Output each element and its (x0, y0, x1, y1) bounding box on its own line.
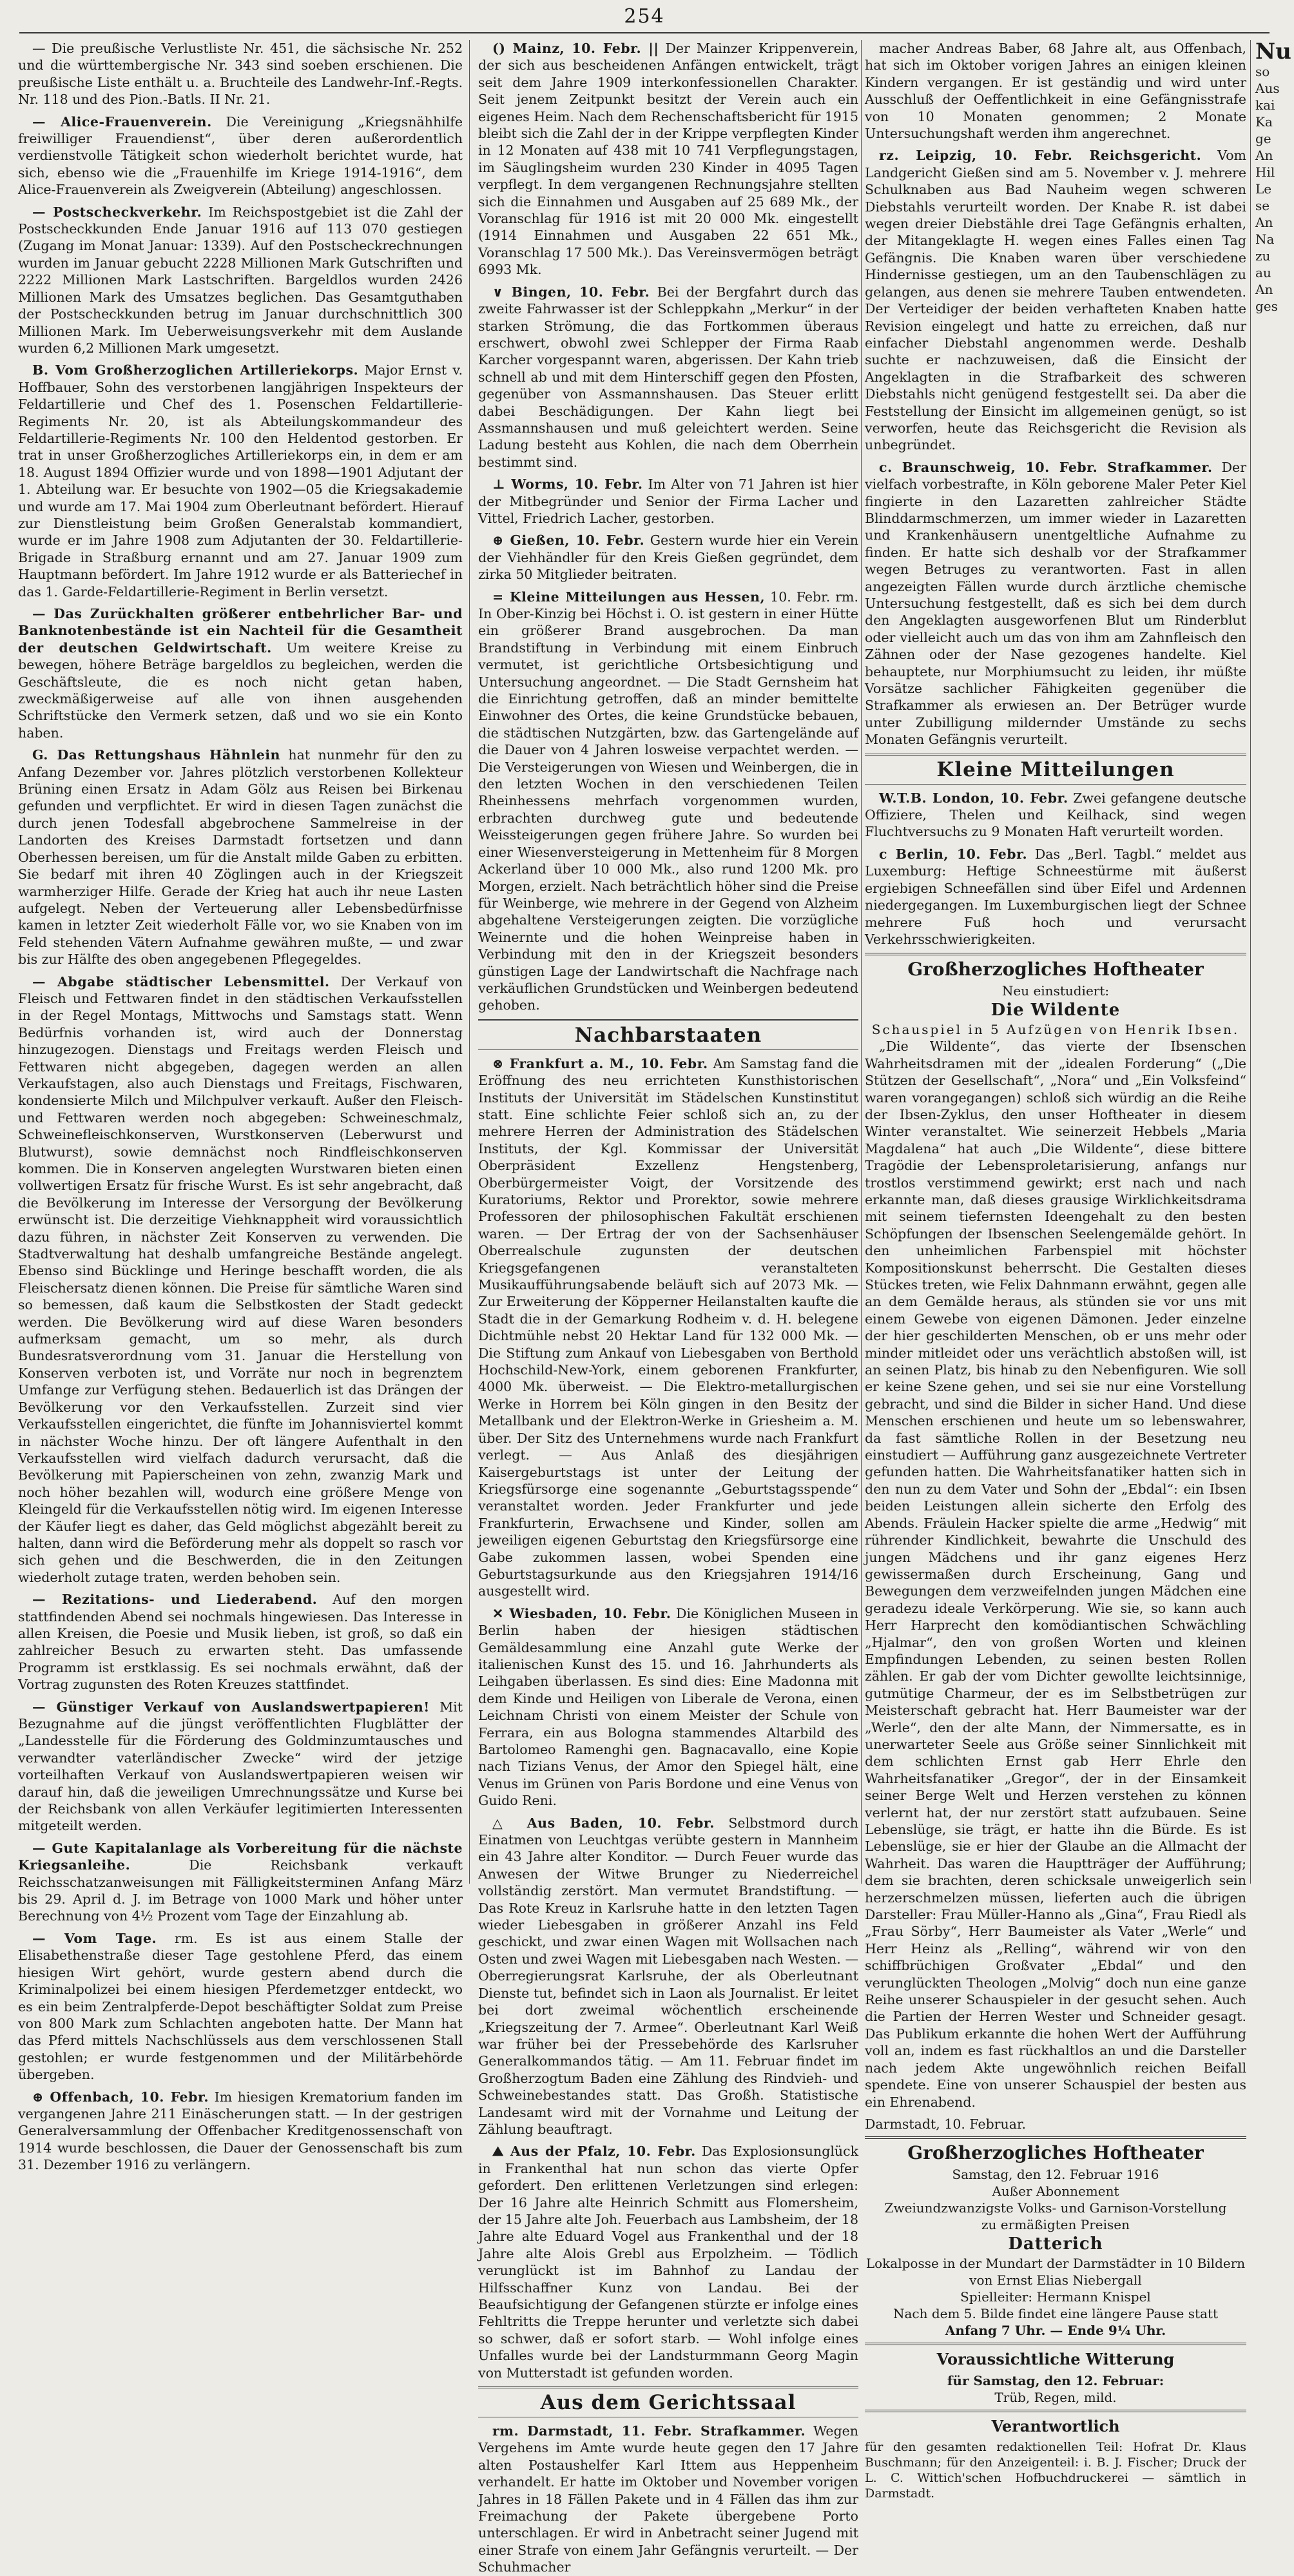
article-headline: G. Das Rettungshaus Hähnlein (32, 747, 280, 763)
article-body: hat nunmehr für den zu Anfang Dezember vor. Jahres plötzlich verstorbenen Kollekteur Brüning einen Ersatz in Adam Gölz aus Reisen bei Birkenau gefunden und verpflichtet. Er wird in diesen Tagen zunächst die durch jenen Todesfall abgebrochene Sammelreise in der Landorten des Kreises Darmstadt fortsetzen und dann Oberhessen bereisen, um für die Anstalt milde Gaben zu erbitten. Sie bedarf mit ihren 40 Zöglingen auch in der Kriegszeit warmherziger Hilfe. Gerade der Krieg hat auch ihr neue Lasten aufgelegt. Neben der Verteuerung aller Lebensbedürfnisse kamen in letzter Zeit wiederholt Fälle vor, wo sie Knaben von im Feld stehenden Vätern Aufnahme gewähren mußte, — und zwar bis zur Hälfte des oben angegebenen Pflegegeldes. (18, 747, 463, 968)
fragment-line: Hil (1255, 164, 1275, 180)
article (865, 40, 1246, 142)
article-headline: ✕ Wiesbaden, 10. Febr. (492, 1605, 671, 1621)
weather-day: für Samstag, den 12. Februar: (947, 2373, 1164, 2389)
fragment-line: ge (1255, 131, 1271, 146)
theater-info-line: Außer Abonnement (992, 2183, 1119, 2200)
fragment-heading: Nu (1255, 39, 1291, 64)
article-headline: = Kleine Mitteilungen aus Hessen, (492, 589, 766, 605)
article (478, 476, 858, 527)
article-body: Gestern wurde hier ein Verein der Viehhändler für den Kreis Gießen gegründet, dem zirka 50 Mitglieder beitraten. (478, 532, 858, 583)
column-rule (469, 40, 470, 1884)
article (18, 605, 463, 741)
fragment-line: An (1255, 215, 1273, 230)
theater-info-line: Zweiundzwanzigste Volks- und Garnison-Vorstellung (884, 2200, 1227, 2216)
article-body: Der vielfach vorbestrafte, in Köln geborene Maler Peter Kiel fingierte in den Lazaretten zahlreicher Städte Blinddarmschmerzen, um immer wieder in Lazaretten und Krankenhäusern unentgeltliche Aufnahme zu finden. Er hatte sich deshalb vor der Strafkammer wegen Betruges zu verantworten. Fast in allen angezeigten Fällen wurde durch ärztliche chemische Untersuchung festgestellt, daß es sich bei dem durch den Angeklagten ausgeworfenen Blut um Rinderblut oder vielleicht auch um das von ihm am Zahnfleisch den Zähnen oder der Nase gezogenes handelte. Kiel behauptete, nur Morphiumsucht zu leiden, ihr müßte Vorsätze sachlicher Fähigkeiten gegenüber die Strafkammer als erwiesen an. Der Betrüger wurde unter Zubilligung mildernder Umstände zu sechs Monaten Gefängnis verurteilt. (865, 459, 1246, 748)
article-headline: c Berlin, 10. Febr. (879, 846, 1028, 862)
article-headline: ⊗ Frankfurt a. M., 10. Febr. (492, 1055, 708, 1071)
article-headline: ⊕ Offenbach, 10. Febr. (32, 2089, 209, 2105)
imprint-heading: Verantwortlich (865, 2410, 1246, 2438)
column-4-fragment (1255, 40, 1294, 1884)
theater-info-line: Samstag, den 12. Februar 1916 (952, 2167, 1159, 2183)
article-headline: ⛰ Aus der Pfalz, 10. Febr. (492, 2143, 696, 2160)
article (478, 2423, 858, 2576)
article-body: Die Reichsbank verkauft Reichsschatzanweisungen mit Fälligkeitsterminen Anfang März bis 29. April d. J. im Betrage von 1000 Mark und höher unter Berechnung von 4½ Prozent vom Tage der Einzahlung ab. (18, 1857, 463, 1924)
article-body: 10. Febr. rm. In Ober-Kinzig bei Höchst i. O. ist gestern in einer Hütte ein größerer Brand ausgebrochen. Da man Brandstiftung in Verbindung mit einem Einbruch vermutet, ist gerichtliche Ortsbesichtigung und Untersuchung angeordnet. — Die Stadt Gernsheim hat die Einrichtung getroffen, daß an minder bemittelte Einwohner des Ortes, die keine Grundstücke bebauen, die städtischen Nutzgärten, bzw. das Gartengelände auf die Dauer von 4 Jahren losweise verpachtet werden. — Die Versteigerungen von Wiesen und Weinbergen, die in den letzten Wochen in den verschiedenen Teilen Rheinhessens mehrfach vorgenommen wurden, erbrachten durchweg gute und bedeutende Weissteigerungen gegen frühere Jahre. So wurden bei einer Wiesenversteigerung in Mettenheim für 8 Morgen Ackerland über 10 000 Mk., also rund 1200 Mk. pro Morgen, erzielt. Nach beträchtlich höher sind die Preise für Weinberge, wie mehrere in der Gegend von Alzheim abgehaltene Versteigerungen zeigten. Die vorzügliche Weinernte und die hohen Weinpreise haben in Verbindung mit den in der Kriegszeit besonders günstigen Lage der Landwirtschaft die Nachfrage nach verkäuflichen Grundstücken und Weinbergen bedeutend gehoben. (478, 589, 858, 1013)
article-headline: ⊥ Worms, 10. Febr. (492, 476, 643, 493)
article (18, 113, 463, 199)
column-1 (18, 40, 463, 2173)
article-body: Der Mainzer Krippenverein, der sich aus bescheidenen Anfängen entwickelt, trägt seit dem Jahre 1909 interkonfessionellen Charakter. Seit jenem Zeitpunkt besitzt der Verein auch ein eigenes Heim. Nach dem Rechenschaftsbericht für 1915 bleibt sich die Zahl der in der Krippe verpflegten Kinder in 12 Monaten auf 438 mit 10 741 Verpflegungstagen, im Säuglingsheim wurden 230 Kinder in 4095 Tagen verpflegt. In dem vergangenen Rechnungsjahre stellten sich die Einnahmen und Ausgaben auf 25 689 Mk., der Voranschlag für 1916 ist mit 20 000 Mk. eingestellt (1914 Einnahmen und Ausgaben 22 651 Mk., Voranschlag 17 500 Mk.). Das Vereinsvermögen beträgt 6993 Mk. (478, 41, 858, 278)
article (18, 746, 463, 968)
article-body: — Die preußische Verlustliste Nr. 451, die sächsische Nr. 252 und die württembergische Nr. 343 sind soeben erschienen. Die preußische Liste enthält u. a. Bruchteile des Landwehr-Inf.-Regts. Nr. 118 und des Pion.-Batls. II Nr. 21. (18, 41, 463, 108)
article-headline: B. Vom Großherzoglichen Artilleriekorps. (32, 362, 359, 378)
imprint-text: für den gesamten redaktionellen Teil: Hofrat Dr. Klaus Buschmann; für den Anzeigenteil: i. B. J. Fischer; Druck der L. C. Wittich'schen Hofbuchdruckerei — sämtlich in Darmstadt. (865, 2440, 1246, 2501)
article-headline: c. Braunschweig, 10. Febr. Strafkammer. (879, 459, 1213, 475)
play-description-2: Lokalposse in der Mundart der Darmstädter in 10 Bildern von Ernst Elias Niebergall (865, 2256, 1246, 2288)
fragment-line: ges (1255, 298, 1278, 314)
fragment-line: se (1255, 198, 1270, 213)
article-body: Mit Bezugnahme auf die jüngst veröffentlichten Flugblätter der „Landesstelle für die Förderung des Goldminzumtausches und verwandter vaterländischer Zwecke“ wird der jetzige vorteilhaften Verkauf von Auslandswertpapieren weisen wir darauf hin, daß die jeweiligen Umrechnungssätze und Kurse bei der Reichsbank von allen Verkäufer legitimierten Interessenten mitgeteilt werden. (18, 1699, 463, 1834)
article (478, 532, 858, 583)
column-rule (861, 40, 862, 1884)
play-pause: Nach dem 5. Bilde findet eine längere Pause statt (893, 2306, 1219, 2322)
article-headline: rz. Leipzig, 10. Febr. Reichsgericht. (879, 148, 1202, 164)
weather-text: Trüb, Regen, mild. (994, 2390, 1117, 2406)
article (865, 846, 1246, 948)
article-body: Die Vereinigung „Kriegsnähhilfe freiwilliger Frauendienst“, über deren außerordentlich verdienstvolle Tätigkeit schon wiederholt berichtet wurde, hat sich, ebenso wie die „Frauenhilfe im Kriege 1914-1916“, dem Alice-Frauenverein als Zweigverein (Abteilung) angeschlossen. (18, 113, 463, 198)
page-number: 254 (624, 5, 665, 28)
column-rule (1250, 40, 1251, 1884)
play-title: Die Wildente (990, 1000, 1121, 1020)
article (478, 284, 858, 471)
header-rule (19, 32, 1270, 34)
article-body: rm. Es ist aus einem Stalle der Elisabethenstraße dieser Tage gestohlene Pferd, das einem hiesigen Wirt gehört, wurde gestern abend durch die Kriminalpolizei bei einem hiesigen Pferdemetzger entdeckt, wo es ein beim Zentralpferde-Depot beschäftigter Soldat zum Preise von 800 Mark zum Schlachten angeboten hatte. Der Mann hat das Pferd mittels Nachschlüssels aus dem verschlossenen Stall gestohlen; er wurde festgenommen und der Militärbehörde übergeben. (18, 1930, 463, 2083)
fragment-line: Aus (1255, 81, 1280, 96)
article-body: Das „Berl. Tagbl.“ meldet aus Luxemburg: Heftige Schneestürme mit äußerst ergiebigen Schneefällen sind über Eifel und Ardennen niedergegangen. Im Luxemburgischen liegt der Schnee mehrere Fuß hoch und verursacht Verkehrsschwierigkeiten. (865, 846, 1246, 947)
article (865, 790, 1246, 841)
article-body: Im Reichspostgebiet ist die Zahl der Postscheckkunden Ende Januar 1916 auf 113 070 gestiegen (Zugang im Monat Januar: 1339). Auf den Postscheckrechnungen wurden im Januar gebucht 2228 Millionen Mark Gutschriften und 2222 Millionen Mark Lastschriften. Bargeldlos wurden 2426 Millionen Mark des Umsatzes beglichen. Das Gesamtguthaben der Postscheckkunden betrug im Januar durchschnittlich 300 Millionen Mark. Im Ueberweisungsverkehr mit dem Auslande wurden 6,2 Millionen Mark umgesetzt. (18, 204, 463, 356)
article (18, 1840, 463, 1925)
fragment-line: An (1255, 148, 1273, 163)
fragment-line: so (1255, 64, 1270, 79)
article-body: Im Alter von 71 Jahren ist hier der Mitbegründer und Senior der Firma Lacher und Vittel, Friedrich Lacher, gestorben. (478, 476, 858, 526)
article (478, 1055, 858, 1600)
theater-subheading: Neu einstudiert: (1001, 983, 1110, 999)
article-headline: — Vom Tage. (32, 1930, 157, 1946)
article-headline: △ Aus Baden, 10. Febr. (492, 1815, 715, 1831)
article-body: Das Explosionsunglück in Frankenthal hat nun schon das vierte Opfer gefordert. Den erlittenen Verletzungen sind erlegen: Der 16 Jahre alte Heinrich Schmitt aus Flomersheim, der 15 Jahre alte Joh. Feuerbach aus Lambsheim, der 18 Jahre alte Eduard Vogel aus Frankenthal und der 18 Jahre alte Alois Grebl aus Erpolzheim. — Tödlich verunglückt ist im Bahnhof zu Landau der Hilfsschaffner Kunz von Landau. Bei der Beaufsichtigung der Gefangenen stürzte er infolge eines Fehltritts die Treppe herunter und verletzte sich dabei so schwer, daß er sofort starb. — Wohl infolge eines Unfalles wurde bei der Landsturmmann Georg Magin von Mutterstadt ist gefunden worden. (478, 2143, 858, 2381)
section-title-gerichtssaal: Aus dem Gerichtssaal (478, 2386, 858, 2417)
section-title-nachbarstaaten: Nachbarstaaten (478, 1019, 858, 1050)
theater-heading: Großherzogliches Hoftheater (865, 953, 1246, 981)
theater-review: „Die Wildente“, das vierte der Ibsenschen Wahrheitsdramen mit der „idealen Forderung“ („Die Stützen der Gesellschaft“, „Nora“ und „Ein Volksfeind“ waren vorangegangen) schloß sich würdig an die Reihe der Ibsen-Zyklus, den unser Hoftheater in diesem Winter veranstaltet. Wie seinerzeit Hebbels „Maria Magdalena“ hat auch „Die Wildente“, diese bittere Tragödie der Lebensproletarisierung, anfangs nur trostlos verstimmend gewirkt; erst nach und nach erkannte man, daß dieses grausige Wirklichkeitsdrama mit seinem tiefernsten Ideengehalt zu den besten Schöpfungen der Ibsenschen Seelengemälde gehört. In den unheimlichen Farbenspiel mit höchster Kompositionskunst beherrscht. Die Gestalten dieses Stückes treten, wie Felix Dahnmann erwähnt, gegen alle an dem Gemälde heraus, als stünden sie vor uns mit einem Gewebe von eigenen Dämonen. Jeder einzelne der hier geschilderten Menschen, ob er uns mehr oder minder mitleidet oder uns verächtlich abstoßen will, ist an seinen Platz, bis hinab zu den Nebenfiguren. Wie soll er keine Szene gehen, und sei sie nur eine Vorstellung gebracht, und sind die Bilder in sicher Hand. Und diese Menschen erschienen und heute um so lebenswahrer, da fast sämtliche Rollen in der Besetzung neu einstudiert — Aufführung ganz ausgezeichnete Vertreter gefunden hatten. Die Wahrheitsfanatiker hatten sich in den nun zu dem Vater und Sohn der „Ebdal“: ein Ibsen beiden Leistungen allein sicherte den Erfolg des Abends. Fräulein Hacker spielte die arme „Hedwig“ mit rührender Kindlichkeit, bewahrte die Unschuld des jungen Mädchens und ihr ganz eigenes Herz gewissermaßen durch Erscheinung, Gang und Bewegungen dem verzweifelnden jungen Mädchen eine geradezu ideale Verkörperung. Wie sie, so kann auch Herr Harprecht den komödiantischen Schwächling „Hjalmar“, den von großen Worten und kleinen Empfindungen Lebenden, zu seinen besten Rollen zählen. Er gab der vom Dichter gewollte leichtsinnige, gutmütige Charmeur, der es im Selbstbetrügen zur Meisterschaft gebracht hat. Herr Baumeister war der „Werle“, den der alte Mann, der Nimmersatte, es in unerwarteter Seele aus Größe seiner Sinnlichkeit mit dem schlichten Ernst gab Herr Ehrle den Wahrheitsfanatiker „Gregor“, der in der Einsamkeit seiner Berge Welt und Herzen verstehen zu können verlernt hat, der nur zerstört statt aufzubauen. Seine Lebenslüge, sie trägt, er hatte ihn die Bürde. Es ist Lebenslüge, sie er hier der Glaube an die Allmacht der Wahrheit. Das waren die Hauptträger der Aufführung; dem sie brachten, deren schicksale unweigerlich sein herzerschmelzen müssen, lieferten auch die übrigen Darsteller: Frau Müller-Hanno als „Gina“, Frau Riedl als „Frau Sörby“, Herr Baumeister als Vater „Werle“ und Herr Heinz als „Relling“, während wir von den schiffbrüchigen Großvater „Ebdal“ und den verunglückten Theologen „Molvig“ doch nun eine ganze Reihe unserer Schauspieler in der gesucht sehen. Auch die Partien der Herren Wester und Schneider gesagt. Das Publikum erkannte die hohen Wert der Aufführung voll an, indem es fast rückhaltlos an und die Darsteller nach jedem Akte ungewöhnlich reichen Beifall spendete. Eine von unserer Schauspiel der besten aus ein Ehrenabend. (865, 1039, 1246, 2110)
article (478, 2143, 858, 2381)
article (18, 40, 463, 108)
article-body: Major Ernst v. Hoffbauer, Sohn des verstorbenen langjährigen Inspekteurs der Feldartillerie und Chef des 1. Posenschen Feldartillerie-Regiments Nr. 20, ist als Abteilungskommandeur des Feldartillerie-Regiments Nr. 100 den Heldentod gestorben. Er trat in unser Großherzogliches Artilleriekorps ein, in dem er am 18. August 1894 Offizier wurde und von 1898—1901 Adjutant der 1. Abteilung war. Er besuchte von 1902—05 die Kriegsakademie und wurde am 17. Mai 1904 zum Oberleutnant befördert. Hierauf zur Dienstleistung beim Großen Generalstab kommandiert, wurde er im Jahre 1908 zum Adjutanten der 30. Feldartillerie-Brigade in Straßburg ernannt und am 27. Januar 1909 zum Hauptmann befördert. Im Jahre 1912 wurde er als Batteriechef in das 1. Garde-Feldartillerie-Regiment in Berlin versetzt. (18, 362, 463, 600)
article-body: Im hiesigen Krematorium fanden im vergangenen Jahre 211 Einäscherungen statt. — In der gestrigen Generalversammlung der Offenbacher Kreditgenossenschaft von 1914 wurde beschlossen, die Dauer der Genossenschaft bis zum 31. Dezember 1916 zu verlängern. (18, 2089, 463, 2173)
fragment-line: Na (1255, 231, 1275, 247)
article (478, 40, 858, 278)
fragment-line: Ka (1255, 114, 1273, 130)
article (18, 1699, 463, 1835)
article-headline: — Günstiger Verkauf von Auslandswertpapieren! (32, 1699, 430, 1715)
article-headline: W.T.B. London, 10. Febr. (879, 790, 1068, 806)
fragment-line: au (1255, 265, 1271, 280)
column-3 (865, 40, 1246, 2501)
article-body: Zwei gefangene deutsche Offiziere, Thelen und Keilhack, sind wegen Fluchtversuchs zu 9 Monaten Haft verurteilt worden. (865, 790, 1246, 840)
play-description: Schauspiel in 5 Aufzügen von Henrik Ibsen. (871, 1022, 1240, 1038)
article-body: Bei der Bergfahrt durch das zweite Fahrwasser ist der Schleppkahn „Merkur“ in der starken Strömung, die das Fortkommen überaus erschwert, obwohl zwei Schlepper der Firma Raab Karcher vorgespannt waren, abgerissen. Der Kahn trieb schnell ab und mit dem Hinterschiff gegen den Pfosten, gegenüber von Assmannshausen. Das Steuer erlitt dabei Beschädigungen. Der Kahn liegt bei Assmannshausen und muß geleichtert werden. Seine Ladung besteht aus Kohlen, die nach dem Oberrhein bestimmt sind. (478, 284, 858, 470)
play-director: Spielleiter: Hermann Knispel (960, 2289, 1151, 2305)
article-headline: — Alice-Frauenverein. (32, 113, 212, 130)
theater-info-line: zu ermäßigten Preisen (981, 2217, 1130, 2233)
article (18, 1591, 463, 1693)
article-headline: ∨ Bingen, 10. Febr. (492, 284, 650, 300)
article (478, 589, 858, 1014)
fragment-line: An (1255, 282, 1273, 297)
section-title-kleine-mitteilungen: Kleine Mitteilungen (865, 754, 1246, 785)
fragment-line: zu (1255, 248, 1271, 264)
article (18, 973, 463, 1586)
article (478, 1815, 858, 2138)
article-body: Selbstmord durch Einatmen von Leuchtgas verübte gestern in Mannheim ein 43 Jahre alter Konditor. — Durch Feuer wurde das Anwesen der Witwe Brunger zu Niederreichel vollständig zerstört. Man vermutet Brandstiftung. — Das Rote Kreuz in Karlsruhe hatte in den letzten Tagen wieder Liebesgaben in größerer Anzahl ins Feld geschickt, und zwar einen Wagen mit Wollsachen nach Osten und zwei Wagen mit Liebesgaben nach Westen. — Oberregierungsrat Karlsruhe, der als Oberleutnant Dienste tut, befindet sich in Laon als Journalist. Er leitet bei dort zweimal wöchentlich erscheinende „Kriegszeitung der 7. Armee“. Oberleutnant Karl Weiß war früher bei der Pressebehörde des Karlsruher Generalkommandos tätig. — Am 11. Februar findet im Großherzogtum Baden eine Zählung des Rindvieh- und Schweinebestandes statt. Das Großh. Statistische Landesamt wird mit der Vornahme und Leitung der Zählung beauftragt. (478, 1815, 858, 2137)
review-dateline: Darmstadt, 10. Februar. (865, 2116, 1027, 2132)
weather-heading: Voraussichtliche Witterung (865, 2343, 1246, 2371)
fragment-line: Le (1255, 181, 1272, 197)
article (18, 204, 463, 357)
article-headline: — Abgabe städtischer Lebensmittel. (32, 973, 330, 990)
article (18, 362, 463, 600)
article-headline: — Rezitations- und Liederabend. (32, 1592, 318, 1608)
article-body: Vom Landgericht Gießen sind am 5. November v. J. mehrere Schulknaben aus Bad Nauheim wegen schweren Diebstahls verurteilt worden. Der Knabe R. ist dabei wegen dreier Diebstähle drei Tage Gefängnis erhalten, der Mitangeklagte H. wegen eines Falles einen Tag Gefängnis. Die Knaben waren über verschiedene Hindernisse gestiegen, um an den Taubenschlägen zu gelangen, aus denen sie mehrere Tauben entwendeten. Der Verteidiger der beiden verhafteten Knaben hatte Revision eingelegt und hatte zu erreichen, daß nur einfacher Diebstahl angenommen werde. Deshalb suchte er nachzuweisen, daß die Einsicht der Angeklagten in die Strafbarkeit des schweren Diebstahls nicht genügend festgestellt sei. Da aber die Feststellung der Einsicht im allgemeinen genügt, so ist verworfen, heute das Reichsgericht die Revision als unbegründet. (865, 148, 1246, 453)
article-body: Der Verkauf von Fleisch und Fettwaren findet in den städtischen Verkaufsstellen in der Regel Montags, Mittwochs und Samstags statt. Wenn Bedürfnis vorhanden ist, wird auch der Donnerstag hinzugezogen. Dienstags und Freitags werden Fleisch und Fettwaren nicht abgegeben, dagegen werden an allen Verkaufstagen, also auch Dienstags und Freitags, Fischwaren, kondensierte Milch und Milchpulver verkauft. Außer den Fleisch- und Fettwaren werden noch abgegeben: Schweineschmalz, Schweinefleischkonserven, Wurstkonserven (Leberwurst und Blutwurst), sowie demnächst noch Rindfleischkonserven kommen. Die in Konserven angelegten Wurstwaren bieten einen vollwertigen Ersatz für frische Wurst. Es ist sehr angebracht, daß die Bevölkerung im Interesse der Versorgung der Bevölkerung erwünscht ist. Die derzeitige Viehknappheit wird voraussichtlich dazu führen, in nächster Zeit Konserven zu verwenden. Die Stadtverwaltung hat deshalb umfangreiche Bestände angelegt. Ebenso sind Bücklinge und Heringe beschafft worden, die als Fleischersatz dienen können. Die Preise für sämtliche Waren sind so bemessen, daß kaum die Selbstkosten der Stadt gedeckt werden. Die Bevölkerung wird auf diese Waren besonders aufmerksam gemacht, um so mehr, als durch Bundesratsverordnung vom 31. Januar die Herstellung von Konserven verboten ist, und Vorräte nur noch in begrenztem Umfange zur Verfügung stehen. Bedauerlich ist das Drängen der Bevölkerung vor den Verkaufsstellen. Zurzeit sind vier Verkaufsstellen eingerichtet, die fünfte im Johannisviertel kommt in nächster Woche hinzu. Der oft längere Aufenthalt in den Verkaufsstellen wird vielfach dadurch verursacht, daß die Bevölkerung mit Papierscheinen von zehn, zwanzig Mark und noch höher bezahlen will, wodurch eine größere Menge von Kleingeld für die Verkaufsstellen nötig wird. Im eigenen Interesse der Käufer liegt es daher, das Geld möglichst abgezählt bereit zu halten, dann wird die Beförderung mehr als doppelt so rasch vor sich gehen und die Beschwerden, die in den Zeitungen wiederholt zutage traten, werden behoben sein. (18, 973, 463, 1585)
article-headline: — Gute Kapitalanlage als Vorbereitung für die nächste Kriegsanleihe. (18, 1840, 463, 1873)
article-headline: — Das Zurückhalten größerer entbehrlicher Bar- und Banknotenbestände ist ein Nachteil für die Gesamtheit der deutschen Geldwirtschaft. (18, 606, 463, 656)
column-2 (478, 40, 858, 2575)
article-headline: — Postscheckverkehr. (32, 204, 202, 220)
article-headline: () Mainz, 10. Febr. || (492, 41, 659, 56)
article (478, 1605, 858, 1810)
article-headline: ⊕ Gießen, 10. Febr. (492, 532, 645, 549)
fragment-line: kai (1255, 97, 1275, 113)
article (865, 459, 1246, 748)
article-body: Am Samstag fand die Eröffnung des neu errichteten Kunsthistorischen Instituts der Universität im Städelschen Kunstinstitut statt. Eine schlichte Feier schloß sich an, zu der mehrere Herren der Administration des Städelschen Instituts, der Kgl. Kommissar der Universität Oberpräsident Exzellenz Hengstenberg, Oberbürgermeister Voigt, der Vorsitzende des Kuratoriums, Rektor und Prorektor, sowie mehrere Professoren der philosophischen Fakultät erschienen waren. — Der Ertrag der von der Sachsenhäuser Oberrealschule zugunsten der deutschen Kriegsgefangenen veranstalteten Musikaufführungsabende beläuft sich auf 2073 Mk. — Zur Erweiterung der Köpperner Heilanstalten kaufte die Stadt die in der Gemarkung Rodheim v. d. H. belegene Dichtmühle nebst 20 Hektar Land für 132 000 Mk. — Die Stiftung zum Ankauf von Liebesgaben von Berthold Hochschild-New-York, einem geborenen Frankfurter, 4000 Mk. überweist. — Die Elektro-metallurgischen Werke in Horrem bei Köln gingen in den Besitz der Metallbank und der Elektron-Werke in Griesheim a. M. über. Der Sitz des Unternehmens wurde nach Frankfurt verlegt. — Aus Anlaß des diesjährigen Kaisergeburtstags ist unter der Leitung der Kriegsfürsorge eine sogenannte „Geburtstagsspende“ veranstaltet worden. Jeder Frankfurter und jede Frankfurterin, Erwachsene und Kinder, sollen am jeweiligen eigenen Geburtstag den Kriegsfürsorge eine Gabe zukommen lassen, wobei Spenden eine Geburtstagsurkunde aus den Kriegsjahren 1914/16 ausgestellt wird. (478, 1055, 858, 1599)
article-headline: rm. Darmstadt, 11. Febr. Strafkammer. (492, 2423, 806, 2439)
article-body: macher Andreas Baber, 68 Jahre alt, aus Offenbach, hat sich im Oktober vorigen Jahres an einigen kleinen Kindern vergangen. Er ist geständig und wird unter Ausschluß der Oeffentlichkeit in eine Gefängnisstrafe von 10 Monaten genommen; 2 Monate Untersuchungshaft werden ihm angerechnet. (865, 41, 1246, 142)
play-time: Anfang 7 Uhr. — Ende 9¼ Uhr. (945, 2323, 1166, 2339)
article (865, 147, 1246, 453)
play-title-2: Datterich (1008, 2234, 1103, 2254)
article-body: Wegen Vergehens im Amte wurde heute gegen den 17 Jahre alten Postaushelfer Karl Ittem aus Heppenheim verhandelt. Er hatte im Oktober und November vorigen Jahres in 18 Fällen Pakete und in 4 Fällen das ihm zur Freimachung der Pakete übergebene Porto unterschlagen. Er wird in Anbetracht seiner Jugend mit einer Strafe von einem Jahr Gefängnis verurteilt. — Der Schuhmacher (478, 2423, 858, 2575)
article (18, 1930, 463, 2083)
article-body: Die Königlichen Museen in Berlin haben der hiesigen städtischen Gemäldesammlung eine Anzahl gute Werke der italienischen Kunst des 15. und 16. Jahrhunderts als Leihgaben überlassen. Es sind dies: Eine Madonna mit dem Kinde und Heiligen von Liberale de Verona, einen Leichnam Christi von einem Meister der Schule von Ferrara, ein aus Bologna stammendes Altarbild des Bartolomeo Ramenghi gen. Bagnacavallo, eine Kopie nach Tizians Venus, der Amor den Spiegel hält, eine Venus im Grünen von Paris Bordone und eine Venus von Guido Reni. (478, 1605, 858, 1809)
article (18, 2089, 463, 2174)
theater-heading-2: Großherzogliches Hoftheater (865, 2136, 1246, 2165)
article-body: Auf den morgen stattfindenden Abend sei nochmals hingewiesen. Das Interesse in allen Kreisen, die Poesie und Musik lieben, ist groß, so daß ein zahlreicher Besuch zu erwarten steht. Das umfassende Programm ist erstklassig. Es sei nochmals erwähnt, daß der Vortrag zugunsten des Roten Kreuzes stattfindet. (18, 1592, 463, 1693)
article-body: Um weitere Kreise zu bewegen, höhere Beträge bargeldlos zu begleichen, werden die Geschäftsleute, die es noch nicht getan haben, zweckmäßigerweise auf alle von ihnen ausgehenden Schriftstücke den Vermerk setzen, daß und wo sie ein Konto haben. (18, 639, 463, 741)
